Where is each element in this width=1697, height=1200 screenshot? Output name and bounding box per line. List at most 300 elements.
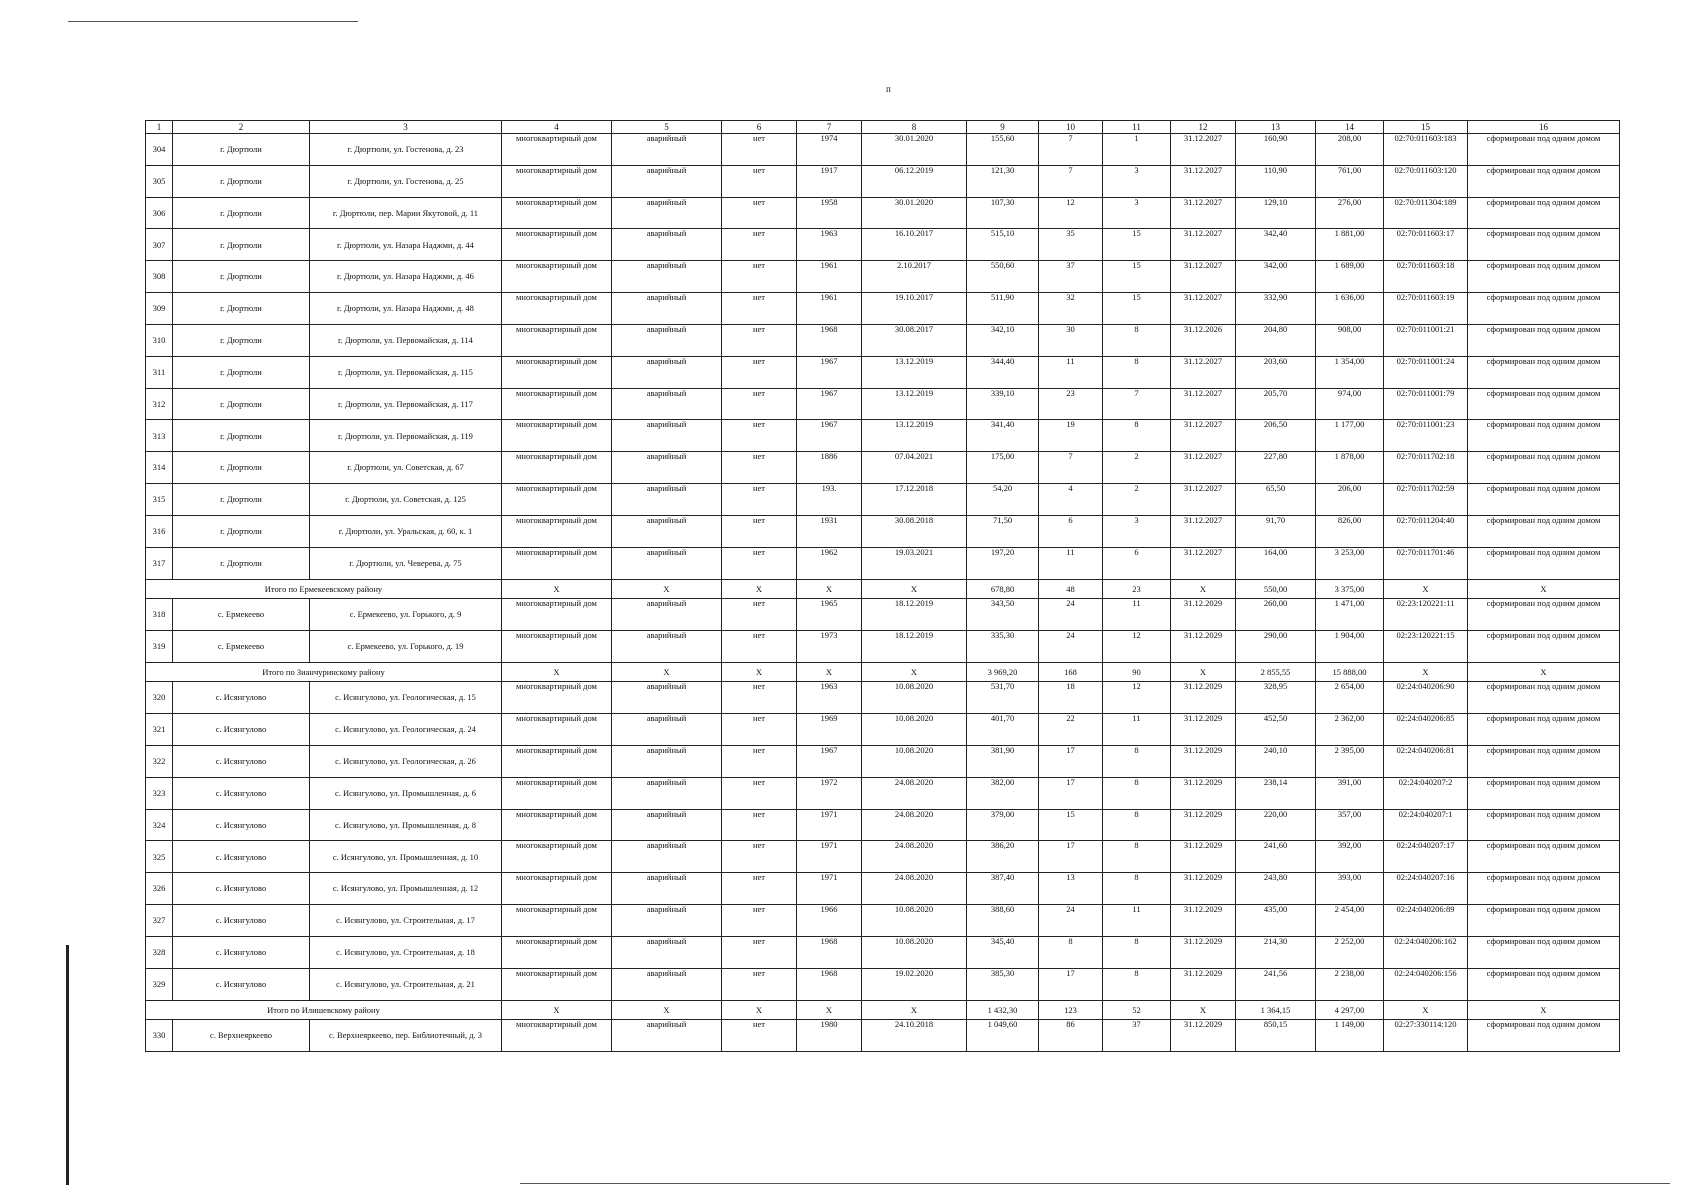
table-cell: 02:70:011001:79	[1384, 388, 1468, 420]
table-cell: 327	[146, 905, 173, 937]
table-cell: нет	[722, 452, 797, 484]
table-cell: аварийный	[612, 484, 722, 516]
table-cell: 11	[1039, 547, 1103, 579]
table-cell: 19.10.2017	[862, 293, 967, 325]
table-cell: 31.12.2029	[1171, 630, 1236, 662]
table-cell: 31.12.2029	[1171, 809, 1236, 841]
table-cell: нет	[722, 599, 797, 631]
table-cell: 214,30	[1236, 936, 1316, 968]
total-cell: Х	[502, 662, 612, 682]
table-cell: 309	[146, 293, 173, 325]
table-cell: с. Верхнеяркеево, пер. Библиотечный, д. 3	[310, 1020, 502, 1052]
table-cell: г. Дюртюли, ул. Чеверева, д. 75	[310, 547, 502, 579]
table-cell: 12	[1039, 197, 1103, 229]
table-cell: 15	[1039, 809, 1103, 841]
table-cell: 31.12.2029	[1171, 1020, 1236, 1052]
table-cell: 345,40	[967, 936, 1039, 968]
total-cell: 2 855,55	[1236, 662, 1316, 682]
table-cell: 531,70	[967, 682, 1039, 714]
page-number: п	[886, 84, 891, 94]
table-cell: 1 177,00	[1316, 420, 1384, 452]
total-cell: 1 364,15	[1236, 1000, 1316, 1020]
table-cell: 24.08.2020	[862, 873, 967, 905]
table-cell: 1967	[797, 388, 862, 420]
table-cell: 19.03.2021	[862, 547, 967, 579]
table-cell: 35	[1039, 229, 1103, 261]
table-cell: 387,40	[967, 873, 1039, 905]
table-cell: 326	[146, 873, 173, 905]
table-cell: 12	[1103, 630, 1171, 662]
table-cell: аварийный	[612, 229, 722, 261]
table-cell: 314	[146, 452, 173, 484]
table-cell: 107,30	[967, 197, 1039, 229]
table-cell: 329	[146, 968, 173, 1000]
table-cell: 17	[1039, 841, 1103, 873]
table-cell: г. Дюртюли	[173, 388, 310, 420]
table-cell: 8	[1103, 936, 1171, 968]
table-cell: г. Дюртюли, ул. Назара Наджми, д. 48	[310, 293, 502, 325]
table-cell: с. Ермекеево, ул. Горького, д. 19	[310, 630, 502, 662]
table-cell: 241,60	[1236, 841, 1316, 873]
table-cell: многоквартирный дом	[502, 630, 612, 662]
scan-artifact-bottom-line	[520, 1183, 1670, 1184]
column-header: 2	[173, 121, 310, 134]
table-cell: 1971	[797, 809, 862, 841]
table-cell: 91,70	[1236, 515, 1316, 547]
table-cell: аварийный	[612, 420, 722, 452]
table-cell: 550,60	[967, 261, 1039, 293]
table-cell: 386,20	[967, 841, 1039, 873]
table-cell: г. Дюртюли	[173, 324, 310, 356]
total-cell: Х	[1468, 1000, 1620, 1020]
column-header: 5	[612, 121, 722, 134]
table-cell: с. Исянгулово	[173, 968, 310, 1000]
column-header: 3	[310, 121, 502, 134]
table-cell: аварийный	[612, 936, 722, 968]
table-cell: 31.12.2029	[1171, 873, 1236, 905]
table-cell: многоквартирный дом	[502, 714, 612, 746]
column-header: 7	[797, 121, 862, 134]
table-cell: многоквартирный дом	[502, 356, 612, 388]
table-cell: 304	[146, 134, 173, 166]
table-cell: нет	[722, 714, 797, 746]
table-row	[146, 324, 1620, 356]
total-cell: Х	[1384, 662, 1468, 682]
table-cell: г. Дюртюли	[173, 134, 310, 166]
table-cell: 02:70:011001:21	[1384, 324, 1468, 356]
table-cell: с. Исянгулово	[173, 777, 310, 809]
total-cell: 678,80	[967, 579, 1039, 599]
total-cell: Х	[1384, 579, 1468, 599]
table-cell: многоквартирный дом	[502, 197, 612, 229]
table-cell: 31.12.2027	[1171, 452, 1236, 484]
table-cell: 205,70	[1236, 388, 1316, 420]
table-row	[146, 515, 1620, 547]
table-row	[146, 745, 1620, 777]
table-cell: г. Дюртюли	[173, 165, 310, 197]
total-cell: 168	[1039, 662, 1103, 682]
table-cell: с. Исянгулово	[173, 841, 310, 873]
column-header: 14	[1316, 121, 1384, 134]
table-cell: 12	[1103, 682, 1171, 714]
table-cell: нет	[722, 388, 797, 420]
table-cell: 30	[1039, 324, 1103, 356]
table-cell: 2 362,00	[1316, 714, 1384, 746]
table-cell: 1 878,00	[1316, 452, 1384, 484]
total-cell: 123	[1039, 1000, 1103, 1020]
table-cell: 02:70:011603:17	[1384, 229, 1468, 261]
table-cell: 204,80	[1236, 324, 1316, 356]
table-cell: 37	[1103, 1020, 1171, 1052]
table-cell: 10.08.2020	[862, 745, 967, 777]
table-cell: 306	[146, 197, 173, 229]
table-cell: нет	[722, 809, 797, 841]
table-cell: 24.08.2020	[862, 841, 967, 873]
table-cell: многоквартирный дом	[502, 261, 612, 293]
table-cell: с. Ермекеево	[173, 630, 310, 662]
table-cell: 8	[1103, 777, 1171, 809]
table-cell: нет	[722, 515, 797, 547]
table-cell: 515,10	[967, 229, 1039, 261]
table-cell: 7	[1039, 452, 1103, 484]
table-cell: 2 454,00	[1316, 905, 1384, 937]
table-cell: 8	[1103, 420, 1171, 452]
total-cell: Х	[722, 579, 797, 599]
table-cell: 308	[146, 261, 173, 293]
table-cell: 02:27:330114:120	[1384, 1020, 1468, 1052]
table-cell: аварийный	[612, 630, 722, 662]
column-header: 9	[967, 121, 1039, 134]
table-cell: 02:23:120221:11	[1384, 599, 1468, 631]
table-cell: 342,40	[1236, 229, 1316, 261]
table-cell: 1968	[797, 324, 862, 356]
table-cell: нет	[722, 134, 797, 166]
table-row	[146, 165, 1620, 197]
table-cell: 316	[146, 515, 173, 547]
table-cell: 379,00	[967, 809, 1039, 841]
district-total-row	[146, 1000, 1620, 1020]
table-cell: многоквартирный дом	[502, 452, 612, 484]
column-header: 10	[1039, 121, 1103, 134]
table-cell: 2.10.2017	[862, 261, 967, 293]
table-cell: 31.12.2027	[1171, 420, 1236, 452]
table-cell: 322	[146, 745, 173, 777]
table-cell: сформирован под одним домом	[1468, 599, 1620, 631]
column-header: 6	[722, 121, 797, 134]
table-cell: 6	[1103, 547, 1171, 579]
table-row	[146, 682, 1620, 714]
table-cell: 1967	[797, 745, 862, 777]
table-cell: нет	[722, 547, 797, 579]
table-cell: 30.01.2020	[862, 197, 967, 229]
table-cell: 31.12.2027	[1171, 197, 1236, 229]
table-row	[146, 452, 1620, 484]
table-cell: аварийный	[612, 777, 722, 809]
column-header: 13	[1236, 121, 1316, 134]
table-cell: сформирован под одним домом	[1468, 229, 1620, 261]
table-cell: 344,40	[967, 356, 1039, 388]
table-cell: 2	[1103, 452, 1171, 484]
scan-artifact-top-line	[68, 21, 358, 22]
table-cell: 1962	[797, 547, 862, 579]
table-cell: аварийный	[612, 745, 722, 777]
table-cell: 1973	[797, 630, 862, 662]
table-cell: 3	[1103, 515, 1171, 547]
table-cell: 908,00	[1316, 324, 1384, 356]
table-cell: сформирован под одним домом	[1468, 452, 1620, 484]
table-cell: г. Дюртюли, ул. Назара Наджми, д. 44	[310, 229, 502, 261]
table-cell: многоквартирный дом	[502, 841, 612, 873]
table-cell: г. Дюртюли, ул. Гостенова, д. 23	[310, 134, 502, 166]
table-cell: 37	[1039, 261, 1103, 293]
table-cell: сформирован под одним домом	[1468, 356, 1620, 388]
table-cell: 31.12.2027	[1171, 356, 1236, 388]
total-cell: Х	[862, 579, 967, 599]
table-cell: 31.12.2026	[1171, 324, 1236, 356]
total-cell: Х	[612, 579, 722, 599]
table-cell: 02:70:011702:59	[1384, 484, 1468, 516]
table-cell: аварийный	[612, 873, 722, 905]
table-cell: 220,00	[1236, 809, 1316, 841]
table-cell: 02:24:040207:1	[1384, 809, 1468, 841]
table-cell: 208,00	[1316, 134, 1384, 166]
table-cell: 323	[146, 777, 173, 809]
table-cell: аварийный	[612, 1020, 722, 1052]
table-cell: 332,90	[1236, 293, 1316, 325]
table-row	[146, 968, 1620, 1000]
table-row	[146, 599, 1620, 631]
total-cell: Х	[1384, 1000, 1468, 1020]
total-cell: 3 969,20	[967, 662, 1039, 682]
table-cell: 31.12.2029	[1171, 714, 1236, 746]
table-cell: 1971	[797, 873, 862, 905]
total-cell: 550,00	[1236, 579, 1316, 599]
table-cell: 18.12.2019	[862, 599, 967, 631]
table-row	[146, 261, 1620, 293]
table-row	[146, 714, 1620, 746]
table-cell: 328,95	[1236, 682, 1316, 714]
total-cell: Х	[722, 1000, 797, 1020]
table-row	[146, 388, 1620, 420]
table-cell: с. Исянгулово	[173, 936, 310, 968]
table-row	[146, 229, 1620, 261]
table-cell: 02:70:011204:40	[1384, 515, 1468, 547]
table-cell: г. Дюртюли	[173, 420, 310, 452]
table-cell: нет	[722, 420, 797, 452]
table-cell: с. Исянгулово	[173, 682, 310, 714]
table-cell: 7	[1039, 165, 1103, 197]
table-cell: с. Исянгулово	[173, 873, 310, 905]
table-cell: 8	[1039, 936, 1103, 968]
table-cell: нет	[722, 873, 797, 905]
table-cell: 02:24:040207:2	[1384, 777, 1468, 809]
table-cell: 02:24:040206:156	[1384, 968, 1468, 1000]
table-cell: аварийный	[612, 324, 722, 356]
table-cell: сформирован под одним домом	[1468, 134, 1620, 166]
table-cell: 1961	[797, 261, 862, 293]
table-row	[146, 484, 1620, 516]
table-cell: аварийный	[612, 388, 722, 420]
table-row	[146, 356, 1620, 388]
table-cell: 328	[146, 936, 173, 968]
table-cell: нет	[722, 484, 797, 516]
table-cell: г. Дюртюли	[173, 515, 310, 547]
table-cell: 357,00	[1316, 809, 1384, 841]
table-cell: 11	[1103, 714, 1171, 746]
table-cell: многоквартирный дом	[502, 745, 612, 777]
table-cell: 8	[1103, 809, 1171, 841]
table-cell: многоквартирный дом	[502, 682, 612, 714]
table-cell: 31.12.2027	[1171, 165, 1236, 197]
total-cell: Х	[612, 1000, 722, 1020]
table-cell: 65,50	[1236, 484, 1316, 516]
table-cell: аварийный	[612, 599, 722, 631]
table-cell: 02:70:011603:19	[1384, 293, 1468, 325]
table-cell: с. Исянгулово, ул. Строительная, д. 21	[310, 968, 502, 1000]
table-cell: 16.10.2017	[862, 229, 967, 261]
table-cell: сформирован под одним домом	[1468, 197, 1620, 229]
table-cell: 193.	[797, 484, 862, 516]
table-cell: 318	[146, 599, 173, 631]
table-cell: многоквартирный дом	[502, 484, 612, 516]
table-cell: 393,00	[1316, 873, 1384, 905]
table-cell: 10.08.2020	[862, 936, 967, 968]
table-cell: 243,80	[1236, 873, 1316, 905]
total-cell: Х	[502, 1000, 612, 1020]
table-cell: 1966	[797, 905, 862, 937]
table-cell: 1969	[797, 714, 862, 746]
table-cell: 10.08.2020	[862, 682, 967, 714]
table-cell: 1886	[797, 452, 862, 484]
table-cell: аварийный	[612, 968, 722, 1000]
table-cell: г. Дюртюли	[173, 547, 310, 579]
table-cell: 129,10	[1236, 197, 1316, 229]
table-cell: аварийный	[612, 905, 722, 937]
table-cell: 1 149,00	[1316, 1020, 1384, 1052]
total-cell: Х	[797, 662, 862, 682]
total-cell: 23	[1103, 579, 1171, 599]
table-cell: 31.12.2029	[1171, 905, 1236, 937]
table-cell: 24	[1039, 599, 1103, 631]
table-cell: 19.02.2020	[862, 968, 967, 1000]
column-header: 1	[146, 121, 173, 134]
table-cell: 320	[146, 682, 173, 714]
table-cell: 24	[1039, 905, 1103, 937]
table-cell: с. Исянгулово	[173, 905, 310, 937]
table-cell: 1980	[797, 1020, 862, 1052]
table-cell: 382,00	[967, 777, 1039, 809]
table-cell: с. Исянгулово, ул. Промышленная, д. 12	[310, 873, 502, 905]
table-cell: 974,00	[1316, 388, 1384, 420]
column-header: 15	[1384, 121, 1468, 134]
table-cell: сформирован под одним домом	[1468, 809, 1620, 841]
total-cell: Х	[797, 579, 862, 599]
table-row	[146, 1020, 1620, 1052]
table-cell: 206,50	[1236, 420, 1316, 452]
table-cell: 02:70:011001:23	[1384, 420, 1468, 452]
table-cell: 02:24:040206:81	[1384, 745, 1468, 777]
table-row	[146, 777, 1620, 809]
table-cell: 86	[1039, 1020, 1103, 1052]
table-cell: аварийный	[612, 682, 722, 714]
table-cell: 2 252,00	[1316, 936, 1384, 968]
total-cell: Х	[1171, 1000, 1236, 1020]
table-cell: сформирован под одним домом	[1468, 420, 1620, 452]
table-cell: нет	[722, 630, 797, 662]
table-cell: аварийный	[612, 261, 722, 293]
table-cell: 15	[1103, 261, 1171, 293]
table-cell: 8	[1103, 745, 1171, 777]
table-cell: 175,00	[967, 452, 1039, 484]
table-cell: 11	[1103, 905, 1171, 937]
table-cell: г. Дюртюли	[173, 261, 310, 293]
table-cell: 02:70:011603:18	[1384, 261, 1468, 293]
table-cell: 203,60	[1236, 356, 1316, 388]
table-cell: сформирован под одним домом	[1468, 293, 1620, 325]
table-cell: с. Исянгулово, ул. Строительная, д. 18	[310, 936, 502, 968]
table-cell: 342,10	[967, 324, 1039, 356]
table-cell: сформирован под одним домом	[1468, 484, 1620, 516]
table-cell: многоквартирный дом	[502, 293, 612, 325]
table-cell: 02:24:040206:162	[1384, 936, 1468, 968]
table-cell: 1965	[797, 599, 862, 631]
table-cell: 197,20	[967, 547, 1039, 579]
table-cell: 71,50	[967, 515, 1039, 547]
table-cell: 31.12.2029	[1171, 841, 1236, 873]
table-cell: 388,60	[967, 905, 1039, 937]
table-cell: многоквартирный дом	[502, 388, 612, 420]
table-cell: 31.12.2027	[1171, 388, 1236, 420]
total-cell: 52	[1103, 1000, 1171, 1020]
district-total-row	[146, 579, 1620, 599]
table-cell: 31.12.2027	[1171, 484, 1236, 516]
table-cell: 10.08.2020	[862, 905, 967, 937]
table-cell: с. Исянгулово, ул. Геологическая, д. 24	[310, 714, 502, 746]
table-cell: 17	[1039, 777, 1103, 809]
table-cell: с. Исянгулово, ул. Промышленная, д. 8	[310, 809, 502, 841]
table-cell: сформирован под одним домом	[1468, 905, 1620, 937]
table-cell: аварийный	[612, 809, 722, 841]
table-cell: 164,00	[1236, 547, 1316, 579]
total-cell: 1 432,30	[967, 1000, 1039, 1020]
table-cell: 330	[146, 1020, 173, 1052]
table-cell: 110,90	[1236, 165, 1316, 197]
table-cell: с. Исянгулово	[173, 745, 310, 777]
table-cell: с. Ермекеево, ул. Горького, д. 9	[310, 599, 502, 631]
table-row	[146, 841, 1620, 873]
table-row	[146, 547, 1620, 579]
table-cell: с. Ермекеево	[173, 599, 310, 631]
table-cell: 7	[1039, 134, 1103, 166]
table-cell: 1961	[797, 293, 862, 325]
table-cell: сформирован под одним домом	[1468, 547, 1620, 579]
table-cell: многоквартирный дом	[502, 134, 612, 166]
table-cell: г. Дюртюли, ул. Первомайская, д. 115	[310, 356, 502, 388]
table-cell: 02:24:040207:17	[1384, 841, 1468, 873]
column-header: 4	[502, 121, 612, 134]
table-cell: многоквартирный дом	[502, 873, 612, 905]
table-cell: 31.12.2029	[1171, 777, 1236, 809]
table-cell: аварийный	[612, 547, 722, 579]
table-cell: 227,80	[1236, 452, 1316, 484]
table-cell: 761,00	[1316, 165, 1384, 197]
table-cell: 311	[146, 356, 173, 388]
table-cell: многоквартирный дом	[502, 936, 612, 968]
table-cell: 305	[146, 165, 173, 197]
table-cell: многоквартирный дом	[502, 515, 612, 547]
table-cell: 02:70:011701:46	[1384, 547, 1468, 579]
table-cell: 321	[146, 714, 173, 746]
